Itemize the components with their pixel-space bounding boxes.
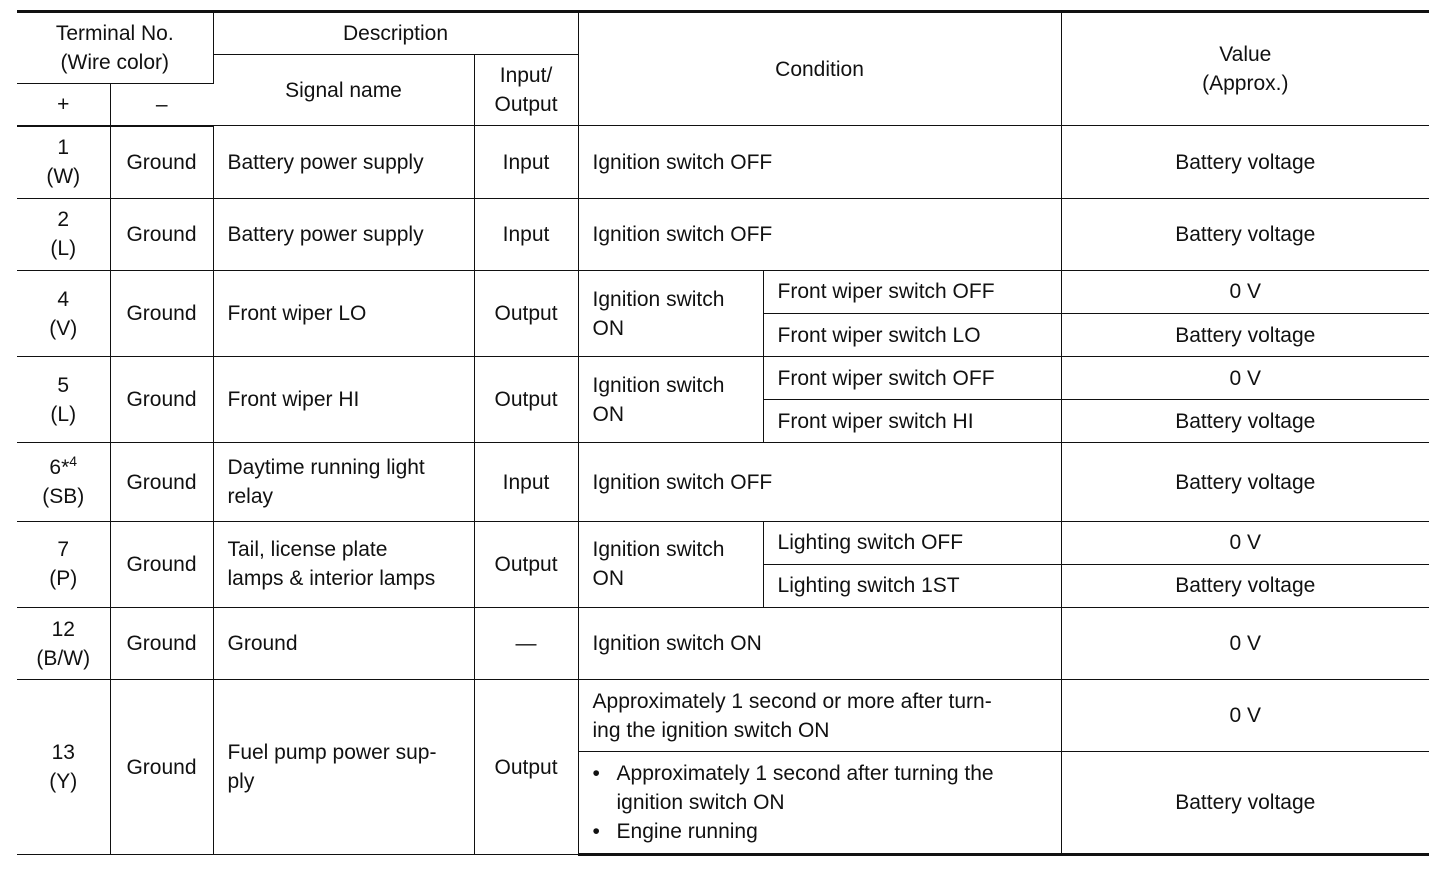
condition-main-cell [578, 270, 763, 356]
signal-name-header: Signal name [213, 55, 474, 126]
terminal-number: 5 [57, 373, 70, 397]
wire-color: (B/W) [36, 646, 91, 670]
condition-main-line-1: Ignition switch [592, 287, 725, 311]
signal-cell [213, 680, 474, 855]
minus-cell: Ground [110, 521, 213, 607]
io-cell: Output [474, 521, 578, 607]
io-cell: Input [474, 126, 578, 198]
minus-cell: Ground [110, 357, 213, 443]
value-cell: Battery voltage [1061, 443, 1429, 521]
bullet-item [593, 759, 1047, 817]
terminal-spec-table [17, 10, 1429, 856]
minus-header: – [110, 84, 213, 126]
wire-color: (V) [49, 316, 78, 340]
condition-main-line-2: ON [592, 567, 625, 591]
signal-cell: Battery power supply [213, 126, 474, 198]
minus-cell: Ground [110, 198, 213, 270]
terminal-number: 12 [51, 617, 75, 641]
terminal-cell [17, 521, 110, 607]
io-header [474, 55, 578, 126]
value-cell: Battery voltage [1061, 752, 1429, 855]
description-header: Description [213, 12, 578, 55]
value-cell: 0 V [1061, 270, 1429, 313]
terminal-cell [17, 443, 110, 521]
condition-cell [578, 752, 1061, 855]
plus-header: + [17, 84, 110, 126]
table-row [17, 270, 1429, 313]
io-cell: Input [474, 198, 578, 270]
io-cell: Output [474, 357, 578, 443]
terminal-number: 1 [57, 136, 70, 160]
condition-main-line-2: ON [592, 316, 625, 340]
wire-color: (L) [50, 237, 77, 261]
terminal-number: 4 [57, 287, 70, 311]
signal-line-2: relay [227, 485, 274, 509]
condition-sub-cell: Lighting switch OFF [763, 521, 1061, 564]
terminal-number: 7 [57, 538, 70, 562]
io-cell: — [474, 607, 578, 679]
io-cell: Input [474, 443, 578, 521]
minus-cell: Ground [110, 607, 213, 679]
wire-color: (L) [50, 402, 77, 426]
value-cell: Battery voltage [1061, 564, 1429, 607]
terminal-cell [17, 126, 110, 198]
condition-sub-cell: Front wiper switch HI [763, 400, 1061, 443]
value-cell: 0 V [1061, 680, 1429, 752]
table-row [17, 198, 1429, 270]
terminal-cell [17, 680, 110, 855]
value-cell: Battery voltage [1061, 126, 1429, 198]
wire-color-label: (Wire color) [60, 51, 169, 75]
signal-cell: Ground [213, 607, 474, 679]
condition-cell: Ignition switch OFF [578, 198, 1061, 270]
condition-line-2: ing the ignition switch ON [592, 718, 830, 742]
io-label-1: Input/ [499, 64, 553, 88]
condition-sub-cell: Front wiper switch OFF [763, 357, 1061, 400]
terminal-footnote: 4 [69, 453, 78, 470]
table-row [17, 521, 1429, 564]
value-label: Value [1219, 43, 1272, 67]
signal-cell [213, 521, 474, 607]
terminal-number-text: 6* [49, 456, 70, 480]
table-row [17, 126, 1429, 198]
minus-cell: Ground [110, 443, 213, 521]
wire-color: (W) [46, 165, 81, 189]
bullet-item: • Engine running [593, 817, 1047, 846]
value-cell: 0 V [1061, 607, 1429, 679]
io-label-2: Output [494, 93, 558, 117]
condition-cell: Ignition switch OFF [578, 126, 1061, 198]
terminal-number: 2 [57, 208, 70, 232]
condition-main-cell [578, 521, 763, 607]
condition-cell [578, 680, 1061, 752]
signal-line-1: Daytime running light [227, 456, 425, 480]
condition-main-line-1: Ignition switch [592, 373, 725, 397]
condition-main-line-2: ON [592, 402, 625, 426]
approx-label: (Approx.) [1202, 72, 1289, 96]
terminal-cell [17, 607, 110, 679]
signal-cell: Battery power supply [213, 198, 474, 270]
terminal-cell [17, 357, 110, 443]
signal-line-2: lamps & interior lamps [227, 567, 436, 591]
signal-line-1: Tail, license plate [227, 538, 388, 562]
signal-line-2: ply [227, 770, 255, 794]
terminal-number [31, 453, 96, 482]
condition-header: Condition [578, 12, 1061, 126]
value-cell: Battery voltage [1061, 314, 1429, 357]
io-cell: Output [474, 680, 578, 855]
condition-bullet-list [593, 759, 1047, 846]
value-header [1061, 12, 1429, 126]
table-row [17, 357, 1429, 400]
condition-sub-cell: Front wiper switch LO [763, 314, 1061, 357]
io-cell: Output [474, 270, 578, 356]
minus-cell: Ground [110, 270, 213, 356]
condition-sub-cell: Lighting switch 1ST [763, 564, 1061, 607]
header-row-1 [17, 12, 1429, 55]
minus-cell: Ground [110, 680, 213, 855]
wire-color: (Y) [49, 770, 78, 794]
table-row [17, 607, 1429, 679]
wire-color: (P) [49, 567, 78, 591]
table-row [17, 443, 1429, 521]
wire-color: (SB) [42, 485, 85, 509]
table-row [17, 680, 1429, 752]
value-cell: Battery voltage [1061, 400, 1429, 443]
signal-line-1: Fuel pump power sup- [227, 741, 437, 765]
terminal-number: 13 [51, 741, 75, 765]
condition-line-1: Approximately 1 second or more after turn- [592, 689, 992, 713]
condition-main-cell [578, 357, 763, 443]
value-cell: Battery voltage [1061, 198, 1429, 270]
condition-cell: Ignition switch ON [578, 607, 1061, 679]
condition-cell: Ignition switch OFF [578, 443, 1061, 521]
value-cell: 0 V [1061, 521, 1429, 564]
condition-sub-cell: Front wiper switch OFF [763, 270, 1061, 313]
condition-main-line-1: Ignition switch [592, 538, 725, 562]
bullet-line-2: ignition switch ON [616, 791, 785, 815]
terminal-no-label: Terminal No. [55, 22, 174, 46]
signal-cell: Front wiper LO [213, 270, 474, 356]
signal-cell: Front wiper HI [213, 357, 474, 443]
value-cell: 0 V [1061, 357, 1429, 400]
terminal-cell [17, 270, 110, 356]
signal-cell [213, 443, 474, 521]
bullet-line-1: • Approximately 1 second after turning the [616, 762, 994, 786]
minus-cell: Ground [110, 126, 213, 198]
terminal-no-header [17, 12, 213, 84]
terminal-cell [17, 198, 110, 270]
